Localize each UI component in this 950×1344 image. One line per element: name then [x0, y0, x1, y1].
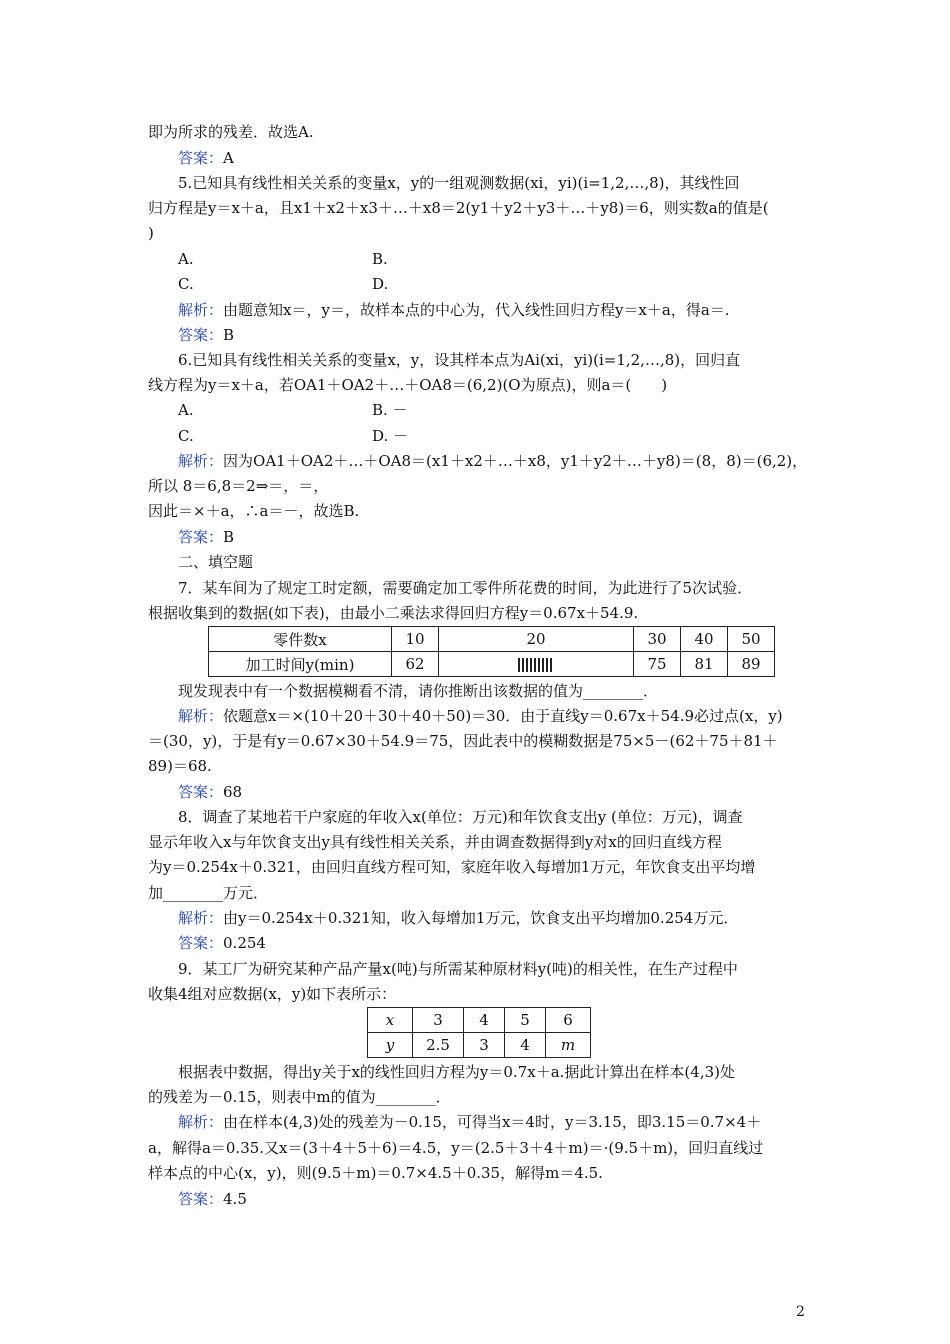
answer-line	[178, 148, 234, 168]
table-row	[368, 1008, 591, 1033]
answer-label: 答案：	[178, 326, 224, 344]
answer-label: 答案：	[178, 528, 224, 546]
table-cell: y	[368, 1033, 413, 1058]
answer-line	[178, 933, 266, 953]
question-8-line-2: 显示年收入x与年饮食支出y具有线性相关关系，并由调查数据得到y对x的回归直线方程	[148, 833, 722, 851]
answer-line	[178, 1189, 247, 1209]
option-c: C.	[178, 275, 194, 293]
solution-line	[178, 706, 783, 726]
table-cell: 3	[464, 1033, 505, 1058]
solution-line-2: 所以 8＝6,8＝2⇒＝，＝，	[148, 477, 329, 495]
table-cell: 2.5	[413, 1033, 464, 1058]
solution-label: 解析：	[178, 1113, 224, 1131]
solution-label: 解析：	[178, 707, 224, 725]
solution-line	[178, 300, 730, 320]
solution-line	[178, 451, 807, 471]
solution-line-3: 因此＝×＋a，∴a＝－，故选B.	[148, 502, 360, 520]
table-row	[368, 1033, 591, 1058]
table-cell: 20	[439, 627, 634, 652]
table-cell: 30	[634, 627, 681, 652]
table-cell: 加工时间y(min)	[209, 652, 392, 677]
answer-label: 答案：	[178, 783, 224, 801]
answer-line	[178, 325, 234, 345]
solution-line-2: a，解得a＝0.35.又x＝(3＋4＋5＋6)＝4.5，y＝(2.5＋3＋4＋m)＝·(9.5＋m)，回归直线过	[148, 1139, 764, 1157]
option-b: B.	[372, 250, 388, 268]
question-6-line-2: 线方程为y＝x＋a，若OA1＋OA2＋…＋OA8＝(6,2)(O为原点)，则a＝( )	[148, 376, 668, 394]
option-c: C.	[178, 427, 194, 445]
table-cell: 50	[728, 627, 775, 652]
table-cell: 40	[681, 627, 728, 652]
solution-line-3: 样本点的中心(x，y)，则(9.5＋m)＝0.7×4.5＋0.35，解得m＝4.5.	[148, 1164, 603, 1182]
answer-value: 0.254	[223, 934, 266, 952]
solution-line	[178, 1112, 761, 1132]
table-cell: 62	[392, 652, 439, 677]
table-cell: 3	[413, 1008, 464, 1033]
question-9-line-3: 根据表中数据，得出y关于x的线性回归方程为y＝0.7x＋a.据此计算出在样本(4,3)处	[178, 1063, 735, 1081]
table-cell: 零件数x	[209, 627, 392, 652]
solution-label: 解析：	[178, 452, 224, 470]
question-7-line-1: 7．某车间为了规定工时定额，需要确定加工零件所花费的时间，为此进行了5次试验．	[178, 579, 753, 597]
question-9-line-4: 的残差为－0.15，则表中m的值为________．	[148, 1088, 451, 1106]
answer-label: 答案：	[178, 149, 224, 167]
answer-line	[178, 527, 234, 547]
table-row	[209, 627, 775, 652]
table-cell: 89	[728, 652, 775, 677]
solution-text: 因为OA1＋OA2＋…＋OA8＝(x1＋x2＋…＋x8，y1＋y2＋…＋y8)＝(8，8)＝(6,2)，	[223, 452, 808, 470]
question-5-line-1: 5.已知具有线性相关关系的变量x，y的一组观测数据(xi，yi)(i=1,2,…,8)，其线性回	[178, 174, 740, 192]
table-cell: 75	[634, 652, 681, 677]
option-a: A.	[178, 250, 194, 268]
option-d: D.	[372, 275, 389, 293]
answer-line	[178, 782, 242, 802]
question-7-line-3: 现发现表中有一个数据模糊看不清，请你推断出该数据的值为________．	[178, 682, 659, 700]
text-line: 即为所求的残差．故选A.	[148, 123, 314, 141]
option-b: B. －	[372, 401, 408, 419]
question-9-line-2: 收集4组对应数据(x，y)如下表所示：	[148, 985, 397, 1003]
solution-line-2: ＝(30，y)，于是有y＝0.67×30＋54.9＝75，因此表中的模糊数据是75×5－(62＋75＋81＋	[148, 732, 778, 750]
table-cell: 6	[546, 1008, 591, 1033]
question-8-line-1: 8．调查了某地若干户家庭的年收入x(单位：万元)和年饮食支出y (单位：万元)，调查	[178, 808, 743, 826]
solution-label: 解析：	[178, 909, 224, 927]
solution-text: 由在样本(4,3)处的残差为－0.15，可得当x＝4时，y＝3.15，即3.15＝0.7×4＋	[223, 1113, 762, 1131]
table-cell: x	[368, 1008, 413, 1033]
table-row	[209, 652, 775, 677]
question-6-line-1: 6.已知具有线性相关关系的变量x，y，设其样本点为Ai(xi，yi)(i=1,2,…,8)，回归直	[178, 351, 741, 369]
question-5-line-3: )	[148, 224, 154, 242]
table-cell: 81	[681, 652, 728, 677]
page-number: 2	[796, 1304, 805, 1320]
question-7-line-2: 根据收集到的数据(如下表)，由最小二乘法求得回归方程y＝0.67x＋54.9.	[148, 604, 639, 622]
solution-label: 解析：	[178, 301, 224, 319]
answer-value: B	[223, 326, 235, 344]
solution-line-3: 89)＝68.	[148, 757, 212, 775]
table-cell: m	[546, 1033, 591, 1058]
solution-text: 由y＝0.254x＋0.321知，收入每增加1万元，饮食支出平均增加0.254万元．	[223, 909, 739, 927]
answer-value: B	[223, 528, 235, 546]
solution-text: 依题意x＝×(10＋20＋30＋40＋50)＝30．由于直线y＝0.67x＋54.9必过点(x，y)	[223, 707, 783, 725]
option-a: A.	[178, 401, 194, 419]
answer-label: 答案：	[178, 1190, 224, 1208]
option-d: D. －	[372, 427, 409, 445]
answer-value: A	[223, 149, 234, 167]
table-cell: 4	[464, 1008, 505, 1033]
question-9-line-1: 9．某工厂为研究某种产品产量x(吨)与所需某种原材料y(吨)的相关性，在生产过程中	[178, 960, 738, 978]
section-heading: 二、填空题	[178, 553, 254, 571]
table-cell: 5	[505, 1008, 546, 1033]
solution-text: 由题意知x＝，y＝，故样本点的中心为，代入线性回归方程y＝x＋a，得a＝.	[223, 301, 730, 319]
answer-label: 答案：	[178, 934, 224, 952]
blurred-value-scribble	[518, 658, 554, 672]
answer-value: 4.5	[223, 1190, 247, 1208]
table-cell: 10	[392, 627, 439, 652]
data-table-q9	[367, 1007, 591, 1058]
data-table-q7	[208, 626, 775, 677]
answer-value: 68	[223, 783, 243, 801]
question-8-line-3: 为y＝0.254x＋0.321，由回归直线方程可知，家庭年收入每增加1万元，年饮食支出平均增	[148, 858, 756, 876]
blurred-cell	[439, 652, 634, 677]
solution-line	[178, 908, 738, 928]
table-cell: 4	[505, 1033, 546, 1058]
question-5-line-2: 归方程是y＝x＋a，且x1＋x2＋x3＋…＋x8＝2(y1＋y2＋y3＋…＋y8)＝6，则实数a的值是(	[148, 199, 769, 217]
question-8-line-4: 加________万元．	[148, 884, 269, 902]
